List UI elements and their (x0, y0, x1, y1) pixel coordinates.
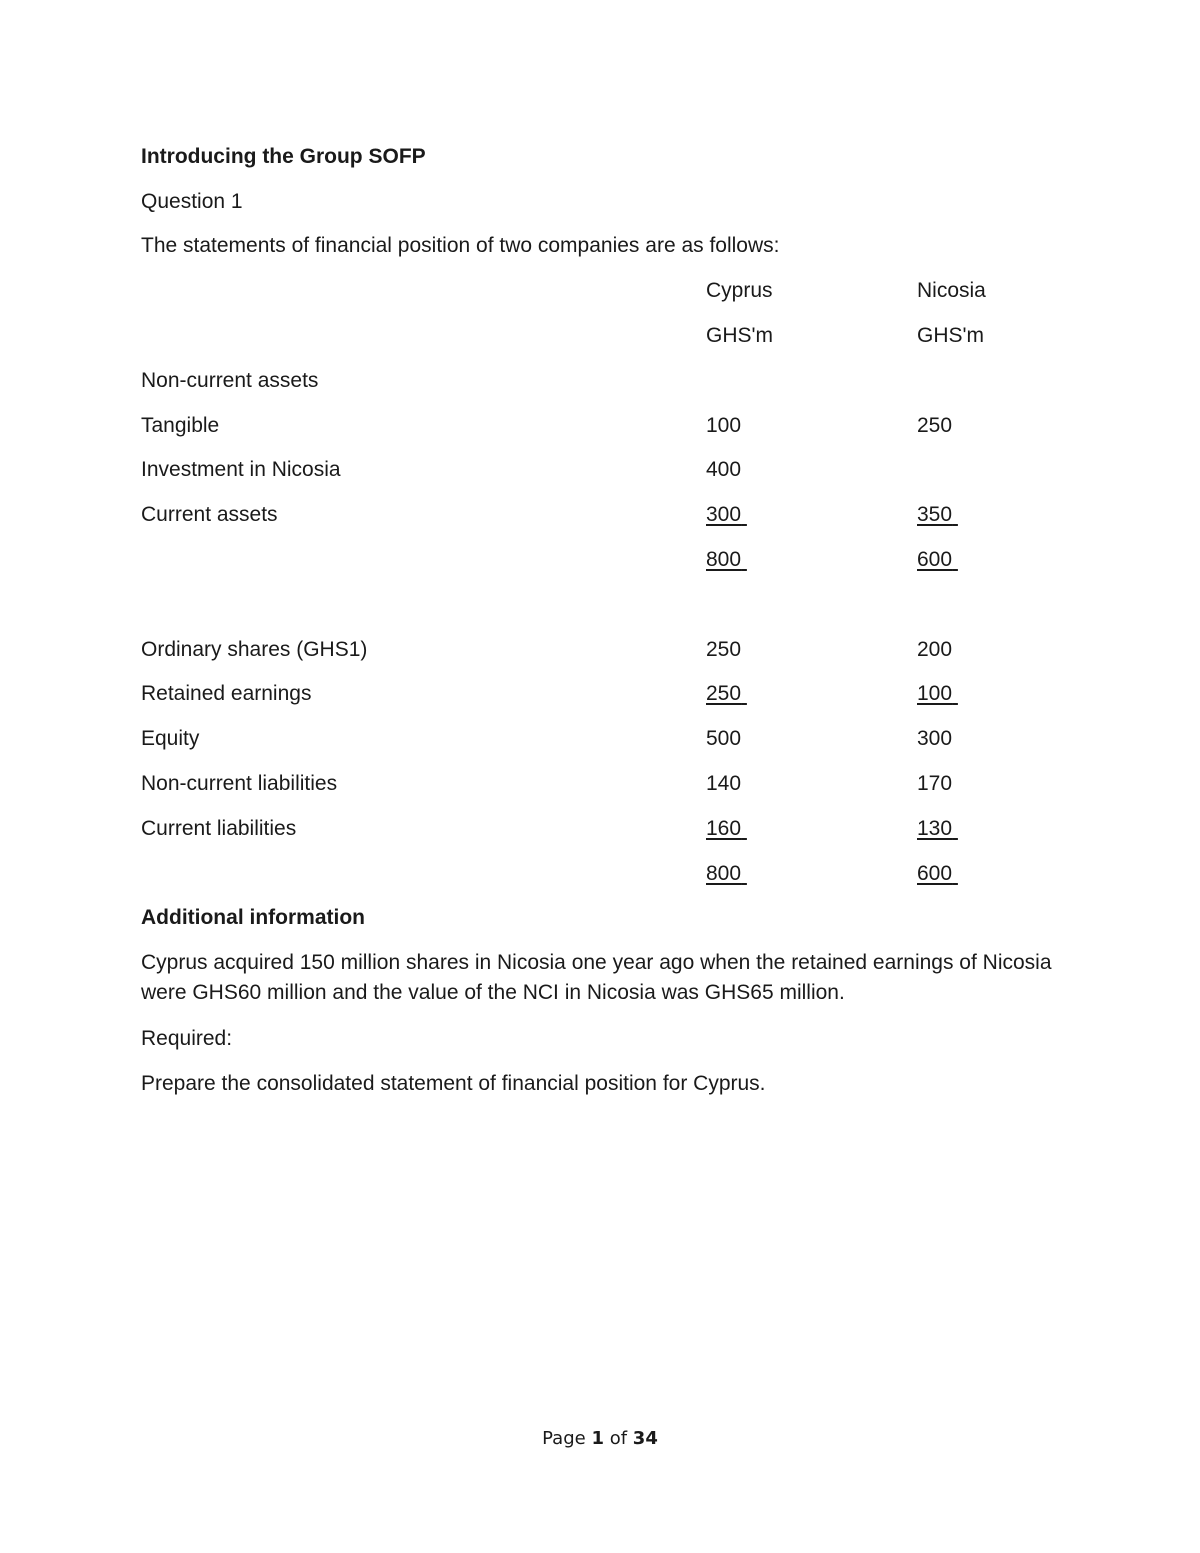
row-value-ordinary-shares-cyprus: 250 (706, 638, 742, 661)
row-value-current-assets-nicosia: 350 (917, 503, 953, 526)
row-value-non-current-liabilities-cyprus: 140 (706, 772, 742, 795)
total-assets-cyprus: 800 (706, 548, 742, 571)
question-label: Question 1 (141, 190, 243, 213)
row-value-retained-earnings-cyprus: 250 (706, 682, 742, 705)
row-value-tangible-cyprus: 100 (706, 414, 742, 437)
footer-page-number: 1 (591, 1428, 604, 1449)
column-unit-cyprus: GHS'm (706, 324, 774, 347)
required-text: Prepare the consolidated statement of financial position for Cyprus. (141, 1072, 766, 1095)
total-assets-nicosia: 600 (917, 548, 953, 571)
row-value-non-current-liabilities-nicosia: 170 (917, 772, 953, 795)
row-label-current-assets: Current assets (141, 503, 278, 526)
row-value-current-liabilities-nicosia: 130 (917, 817, 953, 840)
row-label-ordinary-shares: Ordinary shares (GHS1) (141, 638, 368, 661)
column-heading-cyprus: Cyprus (706, 279, 773, 302)
required-label: Required: (141, 1027, 233, 1050)
total-equity-liabilities-nicosia: 600 (917, 862, 953, 885)
row-value-equity-nicosia: 300 (917, 727, 953, 750)
footer-of-word: of (609, 1428, 628, 1449)
row-value-equity-cyprus: 500 (706, 727, 742, 750)
additional-info-text: Cyprus acquired 150 million shares in Nicosia one year ago when the retained earnings of Nicosia were GHS60 million and the value of the NCI in Nicosia was GHS65 million. (141, 951, 1052, 1004)
additional-info-heading: Additional information (141, 906, 365, 929)
row-value-tangible-nicosia: 250 (917, 414, 953, 437)
row-value-current-assets-cyprus: 300 (706, 503, 742, 526)
row-value-investment-cyprus: 400 (706, 458, 742, 481)
row-value-retained-earnings-nicosia: 100 (917, 682, 953, 705)
row-label-investment: Investment in Nicosia (141, 458, 341, 481)
document-title: Introducing the Group SOFP (141, 145, 426, 168)
row-value-current-liabilities-cyprus: 160 (706, 817, 742, 840)
page-footer (0, 1428, 1200, 1449)
row-label-equity: Equity (141, 727, 200, 750)
row-label-non-current-assets: Non-current assets (141, 369, 319, 392)
total-equity-liabilities-cyprus: 800 (706, 862, 742, 885)
footer-page-word: Page (542, 1428, 586, 1449)
column-unit-nicosia: GHS'm (917, 324, 985, 347)
column-heading-nicosia: Nicosia (917, 279, 986, 302)
row-label-current-liabilities: Current liabilities (141, 817, 297, 840)
row-label-retained-earnings: Retained earnings (141, 682, 312, 705)
row-value-ordinary-shares-nicosia: 200 (917, 638, 953, 661)
intro-text: The statements of financial position of two companies are as follows: (141, 234, 780, 257)
row-label-tangible: Tangible (141, 414, 220, 437)
row-label-non-current-liabilities: Non-current liabilities (141, 772, 338, 795)
footer-total-pages: 34 (632, 1428, 658, 1449)
